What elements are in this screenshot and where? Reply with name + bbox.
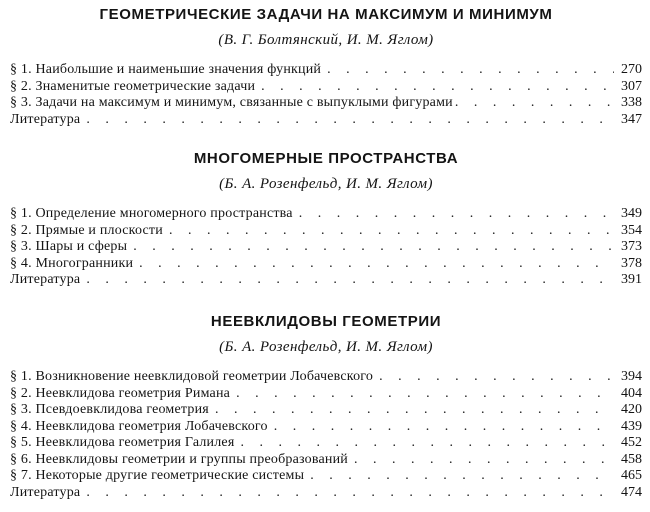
dot-leader [139,256,614,273]
section-title: НЕЕВКЛИДОВЫ ГЕОМЕТРИИ [210,313,442,330]
toc-entry-title: Литература [10,484,81,500]
toc-entry [10,223,642,240]
toc-entry-page: 474 [621,484,642,500]
toc-entry-page: 420 [621,402,642,417]
dot-leader [354,452,614,469]
toc-entry-page: 378 [621,255,642,271]
dot-leader [241,435,615,452]
toc-entry [10,79,642,96]
section-title: МНОГОМЕРНЫЕ ПРОСТРАНСТВА [193,150,459,167]
dot-leader [86,485,614,502]
toc-entry-page: 354 [621,222,642,238]
dot-leader [215,402,614,419]
toc-entry-page: 465 [621,468,642,483]
dot-leader [299,206,614,223]
toc-entry-title: § 6. Неевклидовы геометрии и группы преобразований [10,451,348,467]
toc-list [10,206,642,289]
dot-leader [274,419,614,436]
section-authors: (Б. А. Розенфельд, И. М. Яглом) [219,339,433,355]
toc-entry-page: 452 [621,435,642,450]
toc-entry [10,272,642,289]
toc-entry [10,369,642,386]
toc-entry-page: 347 [621,111,642,127]
toc-entry-page: 307 [621,78,642,94]
toc-entry-title: Литература [10,111,81,127]
toc-entry [10,468,642,485]
toc-entry-page: 458 [621,451,642,467]
dot-leader [236,386,614,403]
toc-entry-title: § 3. Шары и сферы [10,239,128,254]
toc-entry-title: § 2. Прямые и плоскости [10,222,163,238]
toc-entry-title: § 1. Возникновение неевклидовой геометрии Лобачевского [10,369,374,384]
toc-entry-page: 391 [621,272,642,287]
toc-entry [10,62,642,79]
toc-entry-title: § 2. Неевклидова геометрия Римана [10,385,231,401]
toc-entry-page: 338 [621,95,642,110]
dot-leader [86,112,614,129]
toc-entry-title: § 3. Задачи на максимум и минимум, связанные с выпуклыми фигурами [10,95,453,110]
toc-entry-title: Литература [10,272,81,287]
dot-leader [86,272,614,289]
toc-entry-page: 270 [621,62,642,77]
toc-section-multidimensional [10,150,642,289]
toc-entry-title: § 3. Псевдоевклидова геометрия [10,402,209,417]
toc-entry [10,485,642,502]
toc-entry-page: 404 [621,385,642,401]
toc-entry-title: § 7. Некоторые другие геометрические системы [10,468,305,483]
toc-entry [10,386,642,403]
toc-entry-title: § 5. Неевклидова геометрия Галилея [10,435,235,450]
section-title: ГЕОМЕТРИЧЕСКИЕ ЗАДАЧИ НА МАКСИМУМ И МИНИМУМ [99,6,553,23]
dot-leader [327,62,614,79]
toc-entry [10,95,642,112]
toc-entry [10,435,642,452]
toc-entry-page: 394 [621,369,642,384]
toc-list [10,369,642,501]
toc-entry [10,419,642,436]
toc-list [10,62,642,128]
dot-leader [169,223,614,240]
toc-entry-title: § 4. Неевклидова геометрия Лобачевского [10,418,268,434]
toc-entry-title: § 2. Знаменитые геометрические задачи [10,78,256,94]
toc-entry [10,112,642,129]
toc-entry-title: § 1. Наибольшие и наименьшие значения функций [10,62,322,77]
toc-entry-page: 349 [621,206,642,221]
toc-section-non-euclidean [10,313,642,501]
section-authors: (Б. А. Розенфельд, И. М. Яглом) [219,176,433,192]
dot-leader [310,468,614,485]
toc-section-maxmin [10,6,642,128]
section-authors: (В. Г. Болтянский, И. М. Яглом) [218,32,434,48]
toc-entry [10,256,642,273]
toc-entry-title: § 1. Определение многомерного пространства [10,206,293,221]
toc-entry [10,402,642,419]
dot-leader [133,239,614,256]
toc-entry-title: § 4. Многогранники [10,255,134,271]
dot-leader [261,79,614,96]
dot-leader [379,369,614,386]
toc-entry-page: 373 [621,239,642,254]
dot-leader [455,95,614,112]
toc-entry [10,239,642,256]
toc-entry-page: 439 [621,418,642,434]
toc-entry [10,452,642,469]
toc-entry [10,206,642,223]
